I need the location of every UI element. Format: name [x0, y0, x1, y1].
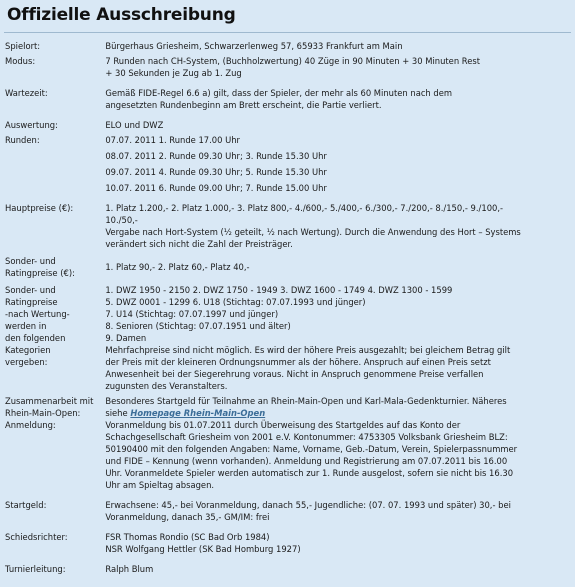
homepage-rhein-main-open-link[interactable]: Homepage Rhein-Main-Open — [130, 408, 266, 418]
label-line: den folgenden — [5, 333, 66, 343]
anmeldung-line: Voranmeldung bis 01.07.2011 durch Überweisung des Startgeldes auf das Konto der — [105, 420, 461, 430]
sonder-wertung-line: der Preis mit der kleineren Ordnungsnummer als der höhere. Anspruch auf einen Preis setzt — [105, 357, 491, 367]
row-startgeld — [5, 491, 567, 523]
label-modus: Modus: — [5, 56, 36, 66]
label-line: Sonder- und — [5, 285, 56, 295]
value-turnierleitung: Ralph Blum — [105, 564, 154, 574]
sonder-wertung-line: 5. DWZ 0001 - 1299 6. U18 (Stichtag: 07.07.1993 und jünger) — [105, 297, 366, 307]
value-modus — [105, 52, 567, 79]
label-line: Ratingpreise (€): — [5, 268, 75, 278]
schiedsrichter-line: NSR Wolfgang Hettler (SK Bad Homburg 1927) — [105, 544, 301, 554]
label-line: Sonder- und — [5, 256, 56, 266]
label-line: -nach Wertung- — [5, 309, 70, 319]
label-startgeld: Startgeld: — [5, 500, 47, 510]
zusammenarbeit-line — [105, 407, 567, 419]
modus-line: 7 Runden nach CH-System, (Buchholzwertung) 40 Züge in 90 Minuten + 30 Minuten Rest — [105, 56, 481, 66]
value-startgeld — [105, 491, 567, 523]
label-line: Zusammenarbeit mit — [5, 396, 94, 406]
anmeldung-line: 50190400 mit den folgenden Angaben: Name, Vorname, Geb.-Datum, Verein, Spielerpassnummer — [105, 444, 518, 454]
sonder-rating-line: 1. Platz 90,- 2. Platz 60,- Platz 40,- — [105, 262, 250, 272]
value-runden — [105, 131, 567, 194]
value-spielort: Bürgerhaus Griesheim, Schwarzerlenweg 57, 65933 Frankfurt am Main — [105, 41, 403, 51]
row-runden — [5, 131, 567, 194]
hauptpreise-line: Vergabe nach Hort-System (½ geteilt, ½ nach Wertung). Durch die Anwendung des Hort – Systems — [105, 227, 521, 237]
label-line: werden in — [5, 321, 47, 331]
row-schiedsrichter — [5, 523, 567, 555]
sonder-wertung-line: zugunsten des Veranstalters. — [105, 381, 228, 391]
zusammenarbeit-line: Besonderes Startgeld für Teilnahme an Rhein-Main-Open und Karl-Mala-Gedenkturnier. Näheres — [105, 396, 507, 406]
row-auswertung — [5, 111, 567, 131]
label-zusammenarbeit — [5, 392, 105, 419]
anmeldung-line: und FIDE – Kennung (wenn vorhanden). Anmeldung und Registrierung am 07.07.2011 bis 16.00 — [105, 456, 508, 466]
value-auswertung: ELO und DWZ — [105, 120, 164, 130]
row-spielort — [5, 40, 567, 52]
label-turnierleitung: Turnierleitung: — [5, 564, 66, 574]
anmeldung-line: Uhr am Spieltag absagen. — [105, 480, 215, 490]
sonder-wertung-line: 9. Damen — [105, 333, 147, 343]
runden-line: 09.07. 2011 4. Runde 09.30 Uhr; 5. Runde 15.30 Uhr — [105, 167, 327, 177]
label-hauptpreise: Hauptpreise (€): — [5, 203, 74, 213]
row-modus — [5, 52, 567, 79]
row-turnierleitung — [5, 555, 567, 575]
anmeldung-line: Schachgesellschaft Griesheim von 2001 e.V. Kontonummer: 4753305 Volksbank Griesheim BLZ: — [105, 432, 508, 442]
hauptpreise-line: verändert sich nicht die Zahl der Preisträger. — [105, 239, 293, 249]
value-wartezeit — [105, 79, 567, 111]
runden-line: 10.07. 2011 6. Runde 09.00 Uhr; 7. Runde 15.00 Uhr — [105, 183, 327, 193]
tournament-details-table — [5, 40, 567, 575]
sonder-wertung-line: Mehrfachpreise sind nicht möglich. Es wird der höhere Preis ausgezahlt; bei gleichem Betrag gilt — [105, 345, 511, 355]
wartezeit-line: Gemäß FIDE-Regel 6.6 a) gilt, dass der Spieler, der mehr als 60 Minuten nach dem — [105, 88, 453, 98]
value-sonder-wertung — [105, 279, 567, 392]
value-schiedsrichter — [105, 523, 567, 555]
runden-line: 07.07. 2011 1. Runde 17.00 Uhr — [105, 135, 240, 145]
schiedsrichter-line: FSR Thomas Rondio (SC Bad Orb 1984) — [105, 532, 270, 542]
label-line: Ratingpreise — [5, 297, 58, 307]
row-zusammenarbeit — [5, 392, 567, 419]
wartezeit-line: angesetzten Rundenbeginn am Brett erscheint, die Partie verliert. — [105, 100, 382, 110]
row-wartezeit — [5, 79, 567, 111]
sonder-wertung-line: 8. Senioren (Stichtag: 07.07.1951 und älter) — [105, 321, 291, 331]
label-runden: Runden: — [5, 135, 40, 145]
startgeld-line: Erwachsene: 45,- bei Voranmeldung, danach 55,- Jugendliche: (07. 07. 1993 und später) 30,- bei — [105, 500, 511, 510]
row-hauptpreise — [5, 194, 567, 250]
row-sonder-rating — [5, 250, 567, 279]
row-anmeldung — [5, 419, 567, 491]
sonder-wertung-line: 1. DWZ 1950 - 2150 2. DWZ 1750 - 1949 3. DWZ 1600 - 1749 4. DWZ 1300 - 1599 — [105, 285, 453, 295]
hauptpreise-line: 1. Platz 1.200,- 2. Platz 1.000,- 3. Platz 800,- 4./600,- 5./400,- 6./300,- 7./200,- 8./150,- 9./100,- — [105, 203, 504, 213]
label-anmeldung: Anmeldung: — [5, 420, 56, 430]
hauptpreise-line: 10./50,- — [105, 215, 138, 225]
sonder-wertung-line: 7. U14 (Stichtag: 07.07.1997 und jünger) — [105, 309, 279, 319]
label-auswertung: Auswertung: — [5, 120, 58, 130]
sonder-wertung-line: Anwesenheit bei der Siegerehrung voraus. Nicht in Anspruch genommene Preise verfallen — [105, 369, 484, 379]
modus-line: + 30 Sekunden je Zug ab 1. Zug — [105, 68, 242, 78]
label-sonder-rating — [5, 250, 105, 279]
title-divider — [4, 32, 571, 33]
label-spielort: Spielort: — [5, 41, 41, 51]
label-sonder-wertung — [5, 279, 105, 392]
value-sonder-rating — [105, 250, 567, 279]
row-sonder-wertung — [5, 279, 567, 392]
page-title: Offizielle Ausschreibung — [7, 5, 236, 25]
label-line: Kategorien — [5, 345, 51, 355]
runden-line: 08.07. 2011 2. Runde 09.30 Uhr; 3. Runde 15.30 Uhr — [105, 151, 327, 161]
anmeldung-line: Uhr. Voranmeldete Spieler werden automatisch zur 1. Runde ausgelost, sofern sie nicht bis 16.30 — [105, 468, 514, 478]
label-line: vergeben: — [5, 357, 48, 367]
label-schiedsrichter: Schiedsrichter: — [5, 532, 68, 542]
value-anmeldung — [105, 419, 567, 491]
siehe-text: siehe — [105, 408, 128, 418]
label-wartezeit: Wartezeit: — [5, 88, 48, 98]
value-hauptpreise — [105, 194, 567, 250]
startgeld-line: Voranmeldung, danach 35,- GM/IM: frei — [105, 512, 270, 522]
label-line: Rhein-Main-Open: — [5, 408, 81, 418]
value-zusammenarbeit — [105, 392, 567, 419]
